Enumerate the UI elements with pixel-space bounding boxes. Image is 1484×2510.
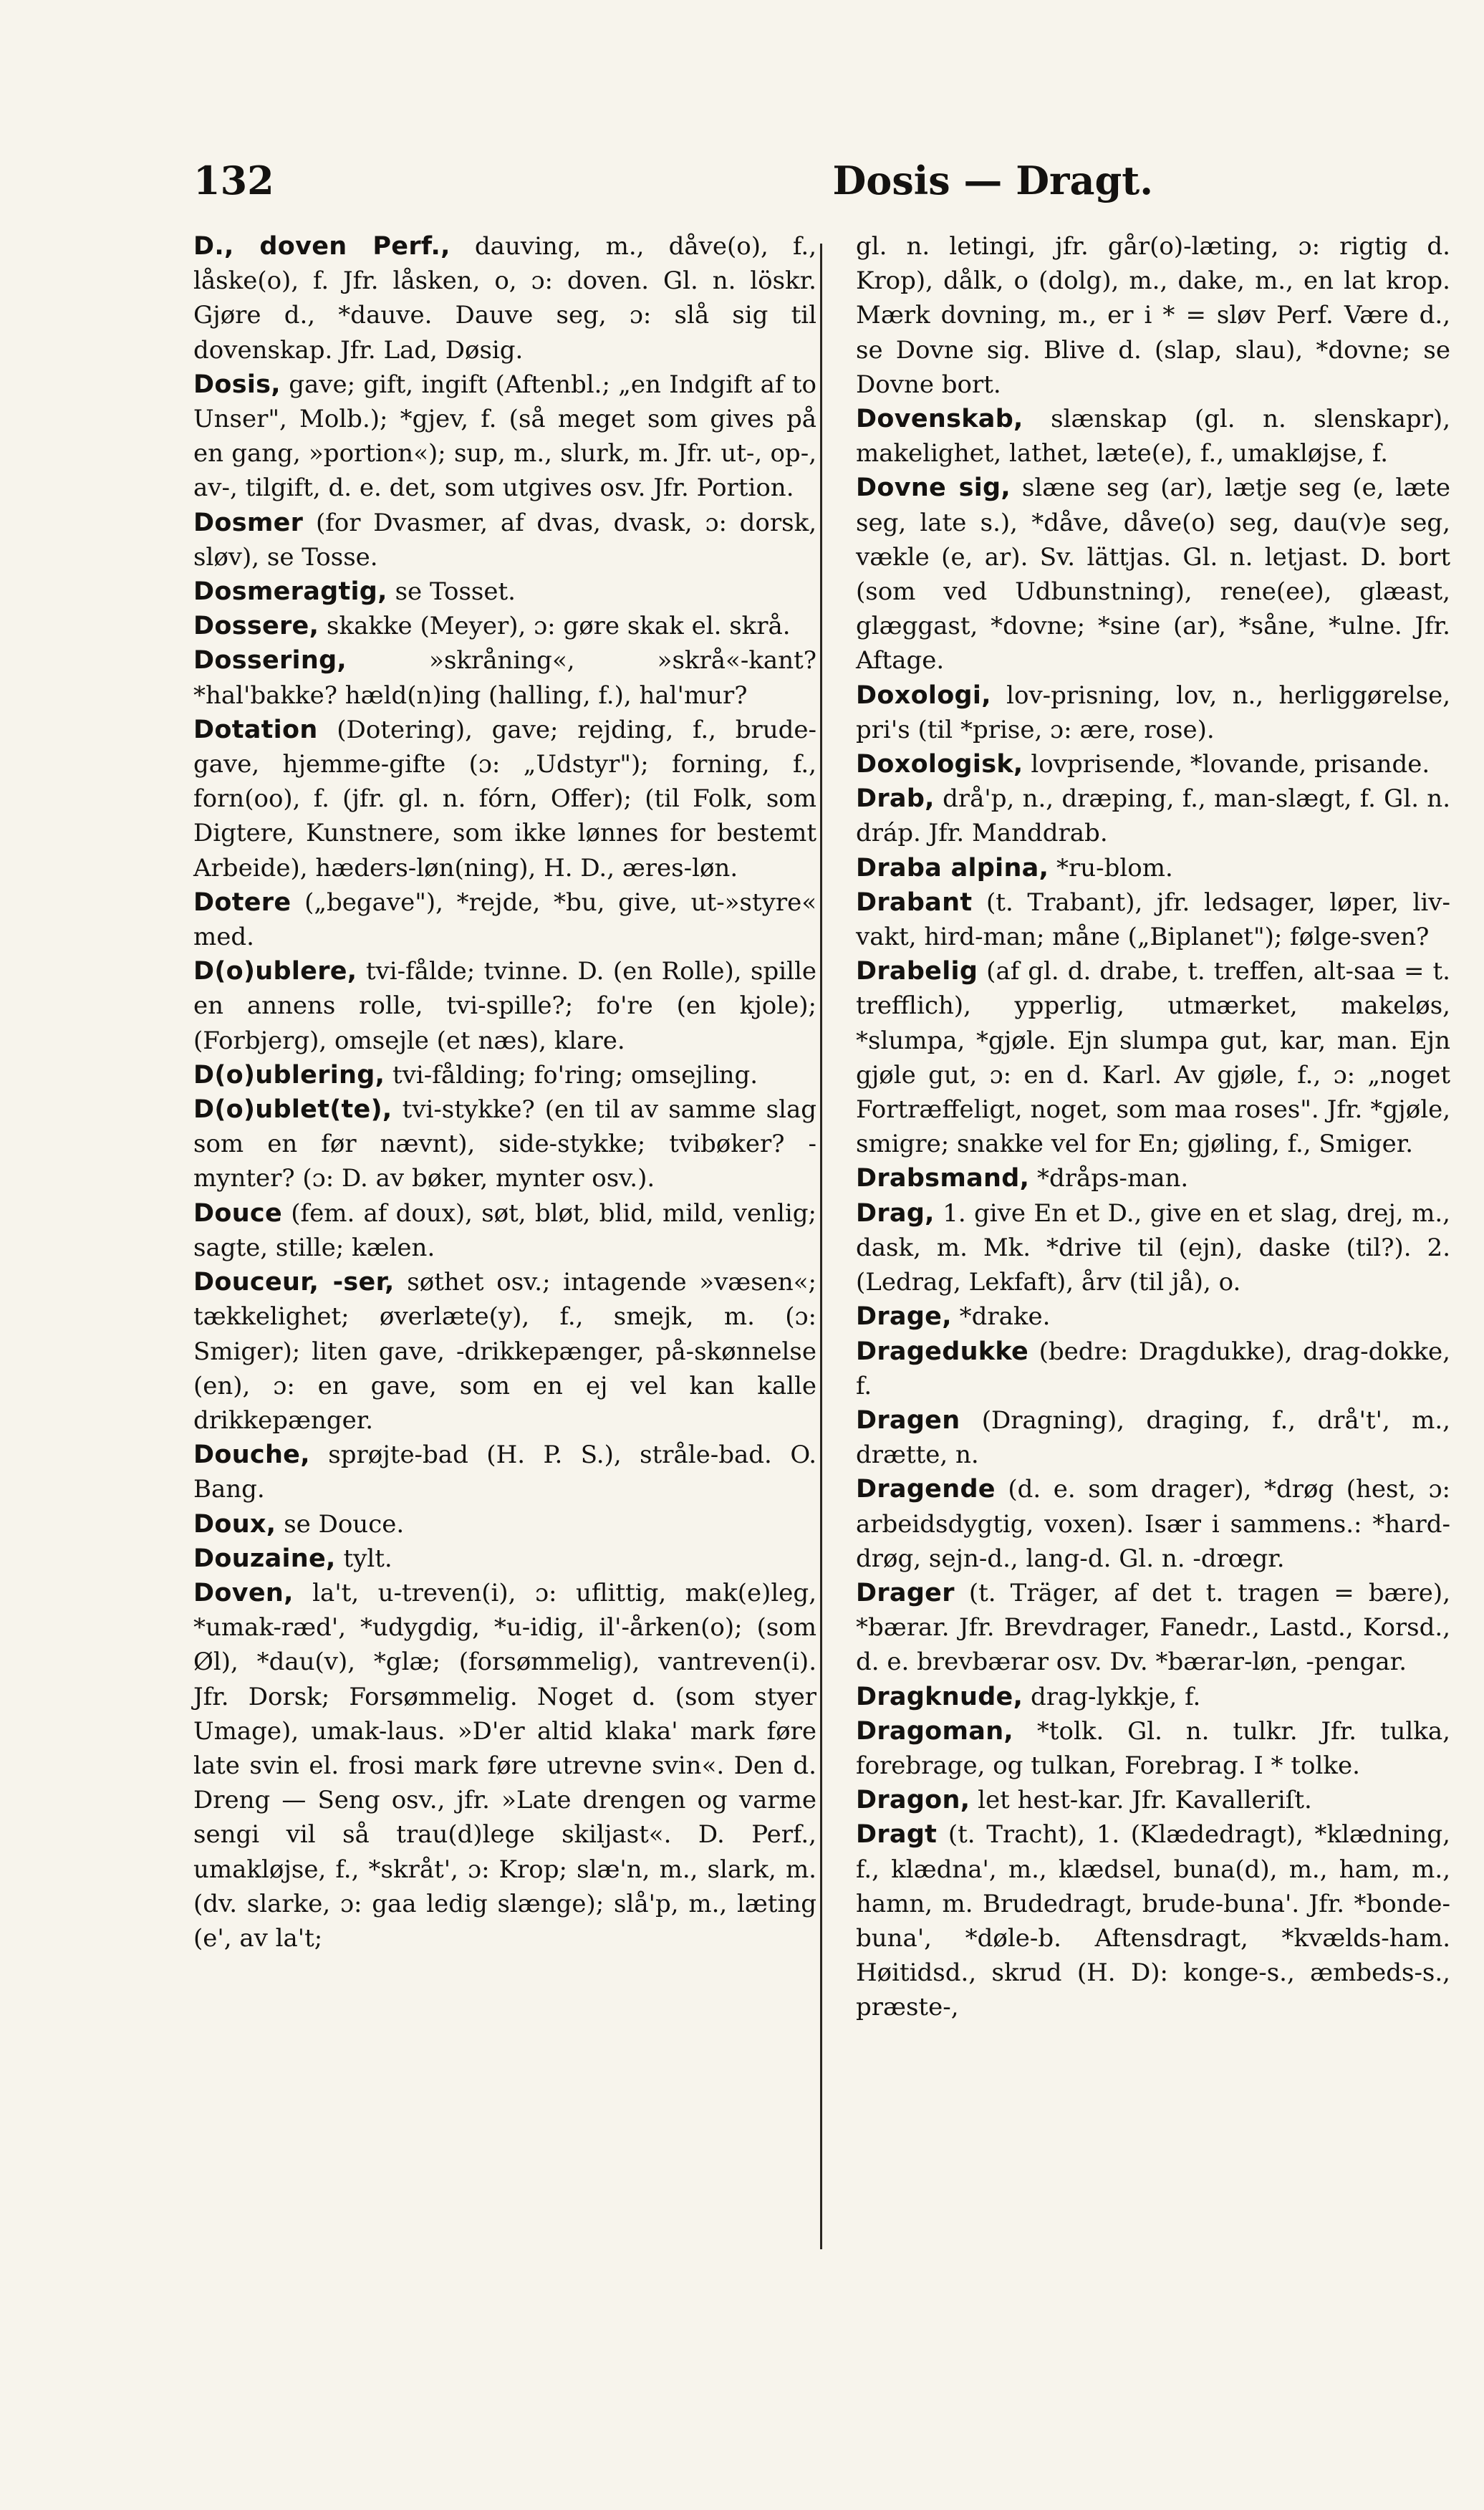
entry-headword: Dragt [856,1820,938,1850]
page-number: 132 [193,158,274,203]
left-column [193,229,816,1956]
dictionary-entry [856,1196,1450,1300]
entry-headword: D., doven Perf., [193,232,450,261]
entry-headword: Dosmer [193,508,304,537]
dictionary-entry [856,885,1450,954]
entry-definition: la't, u-treven(i), ɔ: uflittig, mak(e)leg, *umak-ræd', *udygdig, *u-idig, il'-årken(o); (som Øl), *dau(v), *glæ; (forsømmelig), vantreven(i). Jfr. Dorsk; Forsømmelig. Noget d. (som styer Umage), umak-laus. »D'er altid klaka' mark føre late svin el. frosi mark føre utrevne svin«. Den d. Dreng — Seng osv., jfr. »Late drengen og varme sengi vil så trau(d)lege skiljast«. D. Perf., umakløjse, f., *skråt', ɔ: Krop; slæ'n, m., slark, m. (dv. slarke, ɔ: gaa ledig slænge); slå'p, m., læting (e', av la't; [193,1578,816,1953]
dictionary-entry [193,574,816,609]
entry-definition: (t. Träger, af det t. tragen = bære), *bærar. Jfr. Brevdrager, Fanedr., Lastd., Korsd., d. e. brevbærar osv. Dv. *bærar-løn, -pengar. [856,1578,1450,1677]
entry-definition: slænskap (gl. n. slenskapr), makelighet, lathet, læte(e), f., umakløjse, f. [856,405,1450,468]
entry-definition: tvi-stykke? (en til av samme slag som en før nævnt), side-stykke; tvibøker? -mynter? (ɔ: D. av bøker, mynter osv.). [193,1095,816,1193]
entry-definition: se Douce. [284,1509,405,1539]
entry-definition: søthet osv.; intagende »væsen«; tækkelighet; øverlæte(y), f., smejk, m. (ɔ: Smiger); liten gave, -drikkepænger, på-skønnelse (en), ɔ: en gave, som en ej vel kan kalle drikkepænger. [193,1268,816,1435]
entry-headword: Dragon, [856,1786,970,1815]
entry-definition: (af gl. d. drabe, t. treffen, alt-saa = t. trefflich), ypperlig, utmærket, makeløs, *slumpa, *gjøle. Ejn slumpa gut, kar, man. Ejn gjøle gut, ɔ: en d. Karl. Av gjøle, f., ɔ: „noget Fortræffeligt, noget, som maa roses". Jfr. *gjøle, smigre; snakke vel for En; gjøling, f., Smiger. [856,957,1450,1159]
dictionary-entry [856,851,1450,885]
entry-headword: D(o)ublere, [193,957,357,986]
dictionary-entry [193,1542,816,1576]
entry-definition: gl. n. letingi, jfr. går(o)-læting, ɔ: rigtig d. Krop), dålk, o (dolg), m., dake, m., en lat krop. Mærk dovning, m., er i * = sløv Perf. Være d., se Dovne sig. Blive d. (slap, slau), *dovne; se Dovne bort. [856,232,1450,399]
dictionary-entry [856,954,1450,1161]
dictionary-entry [856,1161,1450,1196]
dictionary-entry [856,678,1450,747]
entry-headword: Douceur, -ser, [193,1268,395,1297]
dictionary-entry [193,1265,816,1438]
dictionary-entry [856,782,1450,850]
dictionary-entry [193,229,816,367]
entry-headword: Douce [193,1198,282,1228]
dictionary-entry [856,1576,1450,1680]
entry-definition: (t. Trabant), jfr. ledsager, løper, liv-vakt, hird-man; måne („Biplanet"); følge-sven? [856,888,1450,952]
entry-definition: *ru-blom. [1056,853,1173,883]
dictionary-entry [856,471,1450,678]
entry-headword: Drab, [856,784,935,814]
dictionary-entry [193,1196,816,1265]
entry-headword: Dotere [193,888,292,917]
page-header [193,158,1296,215]
entry-definition: drag-lykkje, f. [1031,1682,1201,1711]
entry-headword: Dragende [856,1475,996,1504]
entry-headword: Douzaine, [193,1544,336,1573]
entry-definition: *tolk. Gl. n. tulkr. Jfr. tulka, forebrage, og tulkan, Forebrag. I * tolke. [856,1716,1450,1780]
entry-definition: tvi-fålde; tvinne. D. (en Rolle), spille en annens rolle, tvi-spille?; fo're (en kjole); (Forbjerg), omsejle (et næs), klare. [193,957,817,1055]
entry-definition: lov-prisning, lov, n., herliggørelse, pri's (til *prise, ɔ: ære, rose). [856,681,1451,744]
dictionary-entry [856,1403,1450,1472]
entry-definition: *drake. [959,1302,1051,1332]
entry-headword: Dragknude, [856,1682,1023,1711]
entry-headword: Dotation [193,715,318,744]
dictionary-entry [193,885,816,954]
entry-headword: Dosis, [193,370,281,399]
entry-definition: („begave"), *rejde, *bu, give, ut-»styre« med. [193,888,816,952]
dictionary-entry [193,713,816,885]
column-divider [820,244,822,2249]
entry-definition: skakke (Meyer), ɔ: gøre skak el. skrå. [327,612,791,641]
entry-headword: Drager [856,1578,955,1607]
entry-definition: (fem. af doux), søt, bløt, blid, mild, venlig; sagte, stille; kælen. [193,1198,816,1262]
dictionary-entry [193,1576,816,1956]
entry-definition: drå'p, n., dræping, f., man-slægt, f. Gl. n. dráp. Jfr. Manddrab. [856,784,1450,848]
entry-headword: Drag, [856,1198,935,1228]
entry-definition: sprøjte-bad (H. P. S.), stråle-bad. O. Bang. [193,1441,817,1504]
entry-definition: (t. Tracht), 1. (Klædedragt), *klædning, f., klædna', m., klædsel, buna(d), m., ham, m., hamn, m. Brudedragt, brude-buna'. Jfr. *bonde-buna', *døle-b. Aftensdragt, *kvælds-ham. Høitidsd., skrud (H. D): konge-s., æmbeds-s., præste-, [856,1820,1450,2022]
entry-headword: Draba alpina, [856,853,1049,883]
right-column [856,229,1450,2025]
dictionary-entry [193,643,816,712]
entry-headword: Doux, [193,1509,276,1539]
entry-headword: Doxologisk, [856,750,1023,779]
dictionary-entry [856,402,1450,471]
entry-headword: Doven, [193,1578,294,1607]
entry-headword: Doxologi, [856,681,991,710]
dictionary-entry [193,954,816,1058]
entry-definition: tylt. [343,1544,392,1573]
entry-definition: (bedre: Dragdukke), drag-dokke, f. [856,1337,1450,1400]
dictionary-entry [856,1472,1450,1576]
entry-headword: Drabelig [856,957,978,986]
entry-definition: (Dragning), draging, f., drå't', m., drætte, n. [856,1405,1450,1470]
entry-definition: let hest-kar. Jfr. Kavalleriſt. [978,1786,1312,1815]
dictionary-entry [856,1714,1450,1783]
entry-definition: (for Dvasmer, af dvas, dvask, ɔ: dorsk, sløv), se Tosse. [193,508,817,572]
running-head: Dosis — Dragt. [832,158,1153,203]
entry-definition: (d. e. som drager), *drøg (hest, ɔ: arbeidsdygtig, voxen). Især i sammens.: *hard-drøg, sejn-d., lang-d. Gl. n. -drœgr. [856,1475,1450,1573]
entry-headword: Dovenskab, [856,405,1023,434]
entry-headword: Dragedukke [856,1337,1029,1366]
entry-definition: 1. give En et D., give en et slag, drej, m., dask, m. Mk. *drive til (ejn), daske (til?). 2. (Ledrag, Lekfaft), årv (til jå), o. [856,1198,1450,1297]
dictionary-entry [856,1783,1450,1817]
entry-headword: Dosmeragtig, [193,577,387,607]
entry-definition: *dråps-man. [1037,1164,1189,1193]
dictionary-entry [856,229,1450,402]
dictionary-entry [856,747,1450,782]
entry-definition: tvi-fålding; fo'ring; omsejling. [392,1060,758,1090]
dictionary-entry [856,1335,1450,1403]
entry-headword: Drabsmand, [856,1164,1030,1193]
entry-definition: se Tosset. [395,577,516,607]
entry-headword: Dovne sig, [856,473,1011,503]
dictionary-entry [193,1058,816,1092]
entry-headword: D(o)ublering, [193,1060,385,1090]
dictionary-entry [193,609,816,643]
dictionary-entry [193,367,816,506]
entry-definition: lovprisende, *lovande, prisande. [1031,750,1430,779]
dictionary-entry [193,1092,816,1196]
entry-headword: Dossere, [193,612,319,641]
dictionary-entry [193,506,816,574]
entry-headword: Dossering, [193,646,347,675]
entry-headword: Drage, [856,1302,952,1332]
dictionary-entry [856,1680,1450,1714]
dictionary-entry [193,1507,816,1542]
entry-definition: gave; gift, ingift (Aftenbl.; „en Indgift af to Unser", Molb.); *gjev, f. (så meget som gives på en gang, »portion«); sup, m., slurk, m. Jfr. ut-, op-, av-, tilgift, d. e. det, som utgives osv. Jfr. Portion. [193,370,816,503]
entry-definition: »skråning«, »skrå«-kant? *hal'bakke? hæld(n)ing (halling, f.), hal'mur? [193,646,816,710]
entry-headword: Douche, [193,1441,310,1470]
entry-headword: D(o)ublet(te), [193,1095,392,1125]
dictionary-entry [856,1299,1450,1334]
entry-headword: Drabant [856,888,973,917]
entry-headword: Dragen [856,1405,960,1435]
dictionary-entry [193,1438,816,1506]
dictionary-entry [856,1817,1450,2024]
entry-definition: dauving, m., dåve(o), f., låske(o), f. Jfr. låsken, o, ɔ: doven. Gl. n. löskr. Gjøre d., *dauve. Dauve seg, ɔ: slå sig til dovenskap. Jfr. Lad, Døsig. [193,232,816,365]
entry-definition: slæne seg (ar), lætje seg (e, læte seg, late s.), *dåve, dåve(o) seg, dau(v)e seg, vækle (e, ar). Sv. lättjas. Gl. n. letjast. D. bort (som ved Udbunstning), rene(ee), glæast, glæggast, *dovne; *sine (ar), *såne, *ulne. Jfr. Aftage. [856,473,1451,675]
entry-definition: (Dotering), gave; rejding, f., brude-gave, hjemme-gifte (ɔ: „Udstyr"); forning, f., forn(oo), f. (jfr. gl. n. fórn, Offer); (til Folk, som Digtere, Kunstnere, som ikke lønnes for bestemt Arbeide), hæders-løn(ning), H. D., æres-løn. [193,715,816,883]
entry-headword: Dragoman, [856,1716,1014,1746]
